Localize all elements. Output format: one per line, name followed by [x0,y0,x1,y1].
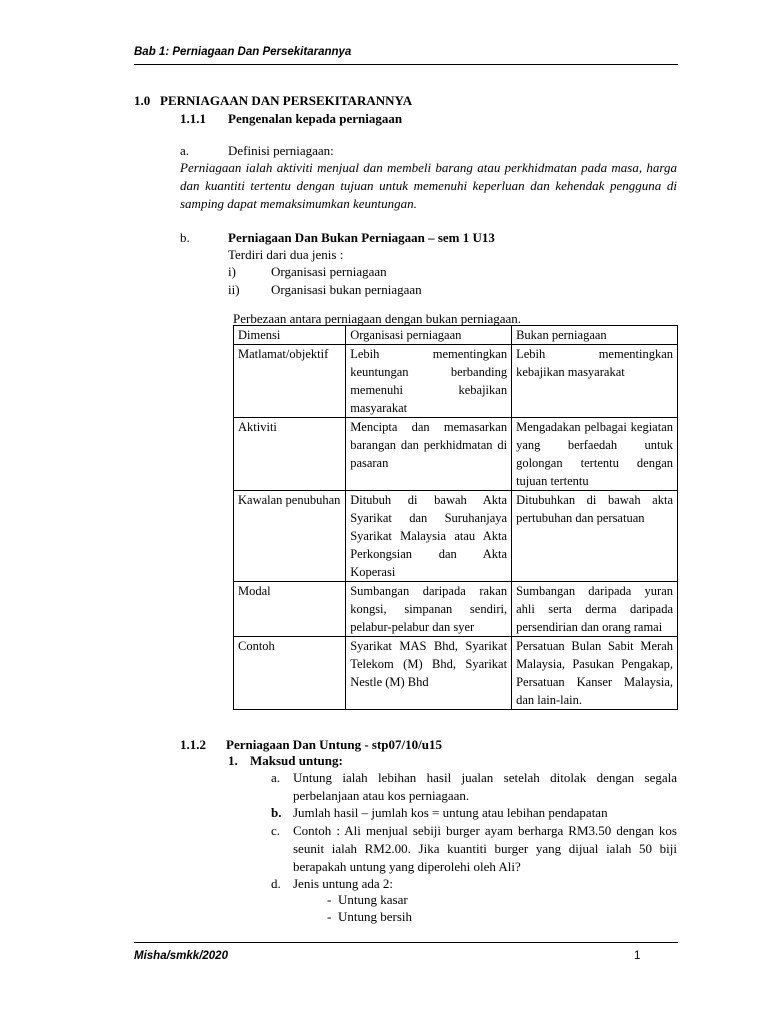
item-b-intro: Terdiri dari dua jenis : [228,247,344,262]
subsection-title: Pengenalan kepada perniagaan [228,111,403,126]
item-a-marker: a. [180,143,190,158]
profit-type: Untung kasar [338,892,408,907]
item-b-title: Perniagaan Dan Bukan Perniagaan – sem 1 U13 [228,230,495,245]
table-cell: Sumbangan daripada yuran ahli serta derma daripada persendirian dan orang ramai [512,582,678,637]
table-cell: Mencipta dan memasarkan barangan dan perkhidmatan di pasaran [346,418,512,491]
point-marker: b. [271,805,282,820]
table-cell: Persatuan Bulan Sabit Merah Malaysia, Pasukan Pengakap, Persatuan Kanser Malaysia, dan lain-lain. [512,637,678,710]
numbered-item-marker: 1. [228,753,238,768]
list-item-marker: ii) [228,282,240,297]
header-rule [134,64,678,65]
table-cell: Aktiviti [234,418,346,491]
table-row [234,582,678,637]
comparison-table [233,325,678,710]
page-number: 1 [634,950,641,962]
table-cell: Mengadakan pelbagai kegiatan yang berfaedah untuk golongan tertentu dengan tujuan tertentu [512,418,678,491]
list-item-marker: i) [228,264,236,279]
numbered-item-title: Maksud untung: [250,753,343,768]
point-text: Untung ialah lebihan hasil jualan setelah ditolak dengan segala perbelanjaan atau kos perniagaan. [293,770,677,803]
list-item-text: Organisasi bukan perniagaan [271,282,422,297]
table-cell: Sumbangan daripada rakan kongsi, simpanan sendiri, pelabur-pelabur dan syer [346,582,512,637]
subsection-number: 1.1.2 [180,737,206,752]
table-row [234,491,678,582]
table-cell: Modal [234,582,346,637]
dash-marker: - [327,909,332,924]
subsection-title: Perniagaan Dan Untung - stp07/10/u15 [226,737,442,752]
table-cell: Matlamat/objektif [234,345,346,418]
table-row [234,418,678,491]
table-header-cell: Organisasi perniagaan [346,326,512,345]
dash-marker: - [327,892,332,907]
table-header-cell: Bukan perniagaan [512,326,678,345]
table-row [234,637,678,710]
table-cell: Ditubuhkan di bawah akta pertubuhan dan persatuan [512,491,678,582]
definition-text: Perniagaan ialah aktiviti menjual dan membeli barang atau perkhidmatan pada masa, harga dan kuantiti tertentu dengan tujuan untuk memenuhi keperluan dan kehendak pengguna di samping dapat memaksimumkan keuntungan. [180,160,677,211]
table-cell: Syarikat MAS Bhd, Syarikat Telekom (M) Bhd, Syarikat Nestle (M) Bhd [346,637,512,710]
item-b-marker: b. [180,230,190,245]
subsection-number: 1.1.1 [180,111,206,126]
point-marker: a. [271,770,281,785]
page-header-title: Bab 1: Perniagaan Dan Persekitarannya [134,46,352,58]
definition-label: Definisi perniagaan: [228,143,334,158]
table-cell: Contoh [234,637,346,710]
table-caption: Perbezaan antara perniagaan dengan bukan perniagaan. [233,311,522,326]
list-item-text: Organisasi perniagaan [271,264,387,279]
point-marker: c. [271,823,281,838]
point-marker: d. [271,876,281,891]
table-cell: Ditubuh di bawah Akta Syarikat dan Suruhanjaya Syarikat Malaysia atau Akta Perkongsian dan Akta Koperasi [346,491,512,582]
footer-author: Misha/smkk/2020 [134,950,228,962]
point-text: Jenis untung ada 2: [293,876,394,891]
footer-rule [134,942,678,943]
point-text: Contoh : Ali menjual sebiji burger ayam berharga RM3.50 dengan kos seunit ialah RM2.00. Jika kuantiti burger yang dijual ialah 50 biji berapakah untung yang diperolehi oleh Ali? [293,823,677,874]
table-cell: Kawalan penubuhan [234,491,346,582]
table-cell: Lebih mementingkan keuntungan berbanding memenuhi kebajikan masyarakat [346,345,512,418]
table-header-row [234,326,678,345]
table-cell: Lebih mementingkan kebajikan masyarakat [512,345,678,418]
section-title: PERNIAGAAN DAN PERSEKITARANNYA [160,93,413,108]
profit-type: Untung bersih [338,909,413,924]
point-text: Jumlah hasil – jumlah kos = untung atau lebihan pendapatan [293,805,608,820]
table-row [234,345,678,418]
section-number: 1.0 [134,93,151,108]
table-header-cell: Dimensi [234,326,346,345]
